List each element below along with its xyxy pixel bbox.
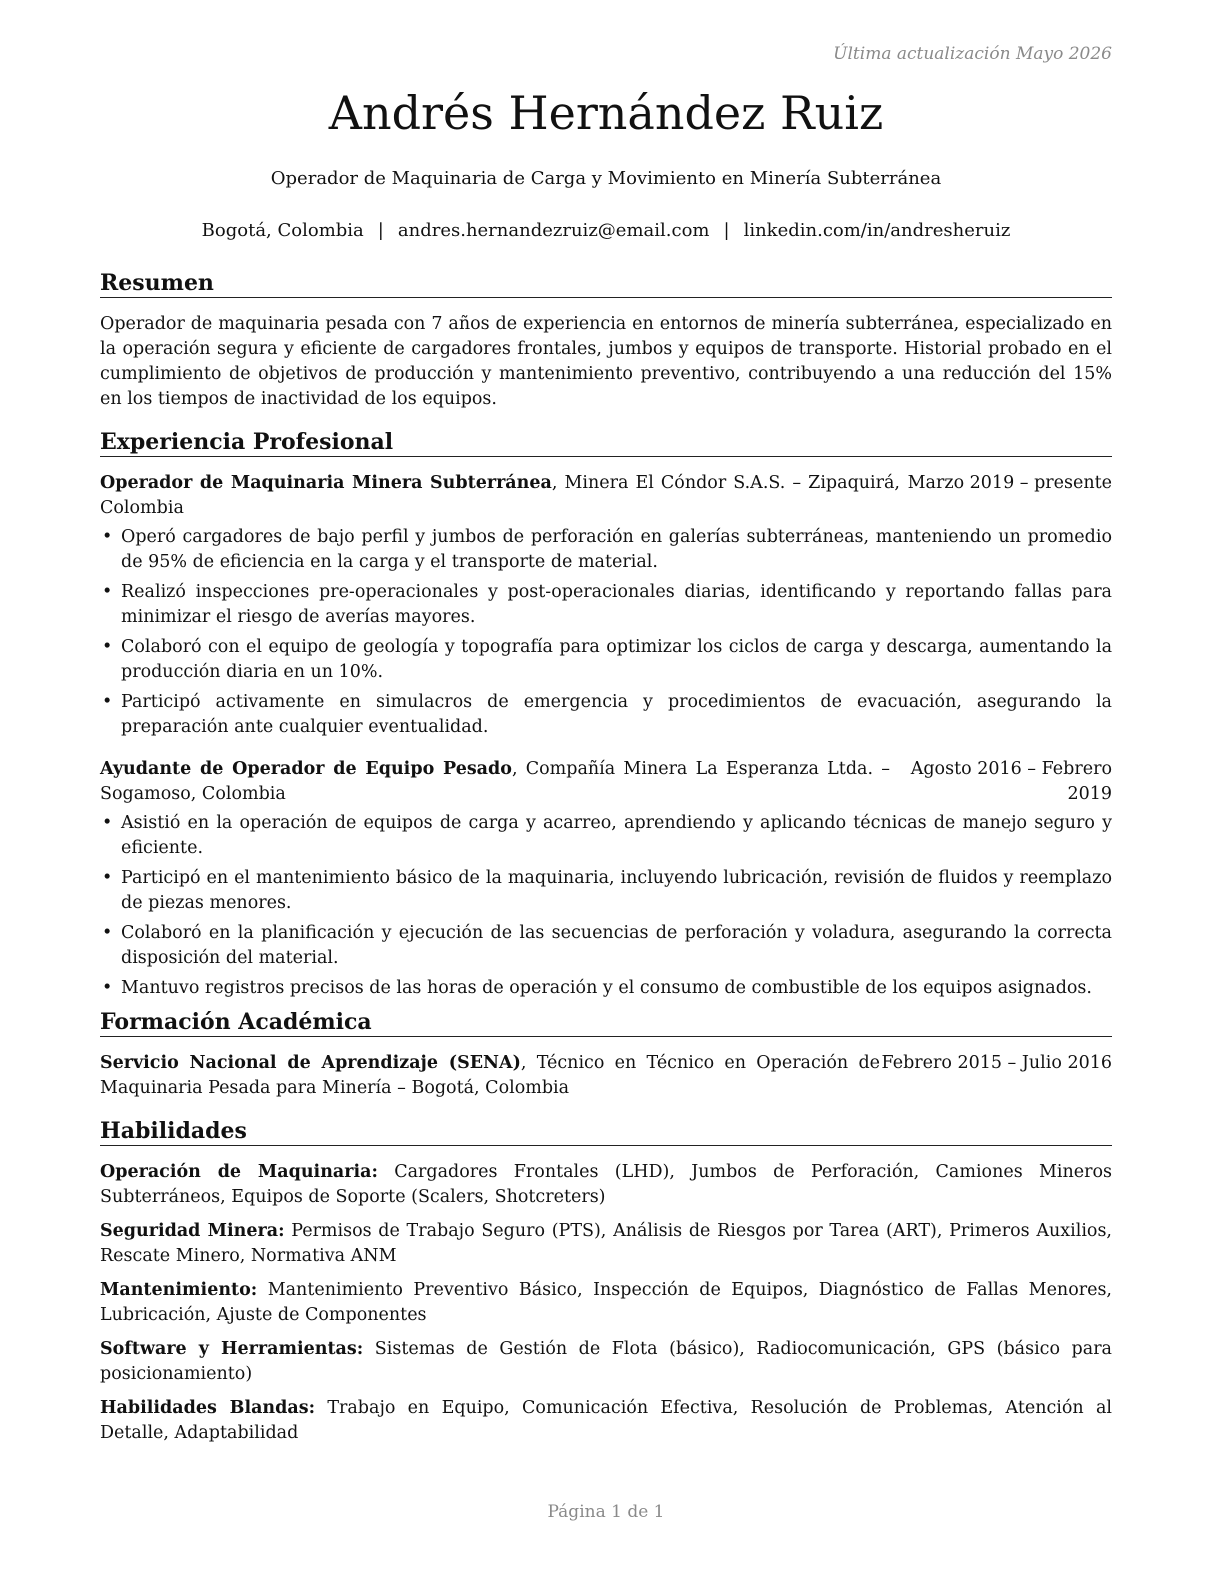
- list-item: • Colaboró en la planificación y ejecución de las secuencias de perforación y voladura, asegurando la correcta disposición del material.: [102, 923, 1112, 968]
- list-item: • Asistió en la operación de equipos de carga y acarreo, aprendiendo y aplicando técnicas de manejo seguro y eficiente.: [102, 813, 1112, 858]
- job-entry: [100, 757, 1112, 1001]
- resume-page: [100, 0, 1112, 1584]
- linkedin-link[interactable]: linkedin.com/in/andresheruiz: [743, 220, 1011, 241]
- list-item: • Operó cargadores de bajo perfil y jumbos de perforación en galerías subterráneas, manteniendo un promedio de 95% de eficiencia en la carga y el transporte de material.: [102, 527, 1112, 572]
- list-item: • Participó en el mantenimiento básico de la maquinaria, incluyendo lubricación, revisión de fluidos y reemplazo de piezas menores.: [102, 868, 1112, 913]
- job-role: Ayudante de Operador de Equipo Pesado: [100, 759, 512, 779]
- section-heading: Resumen: [100, 270, 1112, 298]
- candidate-name: Andrés Hernández Ruiz: [328, 86, 884, 140]
- job-bullets: [100, 525, 1112, 740]
- separator: |: [377, 220, 384, 241]
- education-section: [100, 1009, 1112, 1101]
- skill-row: Seguridad Minera: Permisos de Trabajo Seguro (PTS), Análisis de Riesgos por Tarea (ART), Primeros Auxilios, Rescate Minero, Normativa ANM: [100, 1221, 1112, 1266]
- institution: Servicio Nacional de Aprendizaje (SENA): [100, 1053, 521, 1073]
- job-dates: Marzo 2019 – presente: [907, 473, 1112, 493]
- job-company: , Minera El Cóndor S.A.S. – Zipaquirá, Colombia: [100, 473, 900, 518]
- skill-row: Habilidades Blandas: Trabajo en Equipo, Comunicación Efectiva, Resolución de Problemas, Atención al Detalle, Adaptabilidad: [100, 1398, 1113, 1443]
- separator: |: [723, 220, 730, 241]
- job-header: [100, 471, 1112, 521]
- page-number: Página 1 de 1: [547, 1502, 665, 1522]
- job-bullets: [100, 811, 1112, 1001]
- contact-line: [100, 220, 1112, 241]
- skill-row: Operación de Maquinaria: Cargadores Frontales (LHD), Jumbos de Perforación, Camiones Mineros Subterráneos, Equipos de Soporte (Scalers, Shotcreters): [100, 1162, 1112, 1207]
- summary-text: Operador de maquinaria pesada con 7 años de experiencia en entornos de minería subterránea, especializado en la operación segura y eficiente de cargadores frontales, jumbos y equipos de transporte. Historial probado en el cumplimiento de objetivos de producción y mantenimiento preventivo, contribuyendo a una reducción del 15% en los tiempos de inactividad de los equipos.: [100, 314, 1112, 409]
- list-item: • Colaboró con el equipo de geología y topografía para optimizar los ciclos de carga y descarga, aumentando la producción diaria en un 10%.: [102, 637, 1112, 682]
- section-heading: Habilidades: [100, 1118, 1112, 1146]
- section-heading: Experiencia Profesional: [100, 429, 1112, 457]
- education-dates: Febrero 2015 – Julio 2016: [881, 1053, 1112, 1073]
- location: Bogotá, Colombia: [201, 220, 364, 241]
- degree: , Técnico en Técnico en Operación de Maquinaria Pesada para Minería – Bogotá, Colombia: [100, 1053, 880, 1098]
- list-item: • Realizó inspecciones pre-operacionales y post-operacionales diarias, identificando y reportando fallas para minimizar el riesgo de averías mayores.: [102, 582, 1112, 627]
- section-heading: Formación Académica: [100, 1009, 1112, 1037]
- experience-section: [100, 429, 1112, 1006]
- summary-section: [100, 270, 1112, 412]
- job-company: , Compañía Minera La Esperanza Ltda. – Sogamoso, Colombia: [100, 759, 891, 804]
- job-dates: Agosto 2016 – Febrero 2019: [910, 759, 1112, 804]
- skill-row: Software y Herramientas: Sistemas de Gestión de Flota (básico), Radiocomunicación, GPS (básico para posicionamiento): [100, 1339, 1112, 1384]
- last-updated: Última actualización Mayo 2026: [833, 44, 1112, 64]
- job-header: [100, 757, 1112, 807]
- job-entry: [100, 471, 1112, 740]
- skill-row: Mantenimiento: Mantenimiento Preventivo Básico, Inspección de Equipos, Diagnóstico de Fallas Menores, Lubricación, Ajuste de Componentes: [100, 1280, 1112, 1325]
- job-role: Operador de Maquinaria Minera Subterránea: [100, 473, 552, 493]
- education-entry: [100, 1051, 1112, 1101]
- skills-section: [100, 1118, 1112, 1455]
- email-link[interactable]: andres.hernandezruiz@email.com: [397, 220, 710, 241]
- list-item: • Participó activamente en simulacros de emergencia y procedimientos de evacuación, asegurando la preparación ante cualquier eventualidad.: [102, 692, 1112, 737]
- candidate-title: Operador de Maquinaria de Carga y Movimiento en Minería Subterránea: [270, 168, 942, 189]
- list-item: • Mantuvo registros precisos de las horas de operación y el consumo de combustible de los equipos asignados.: [102, 978, 1092, 998]
